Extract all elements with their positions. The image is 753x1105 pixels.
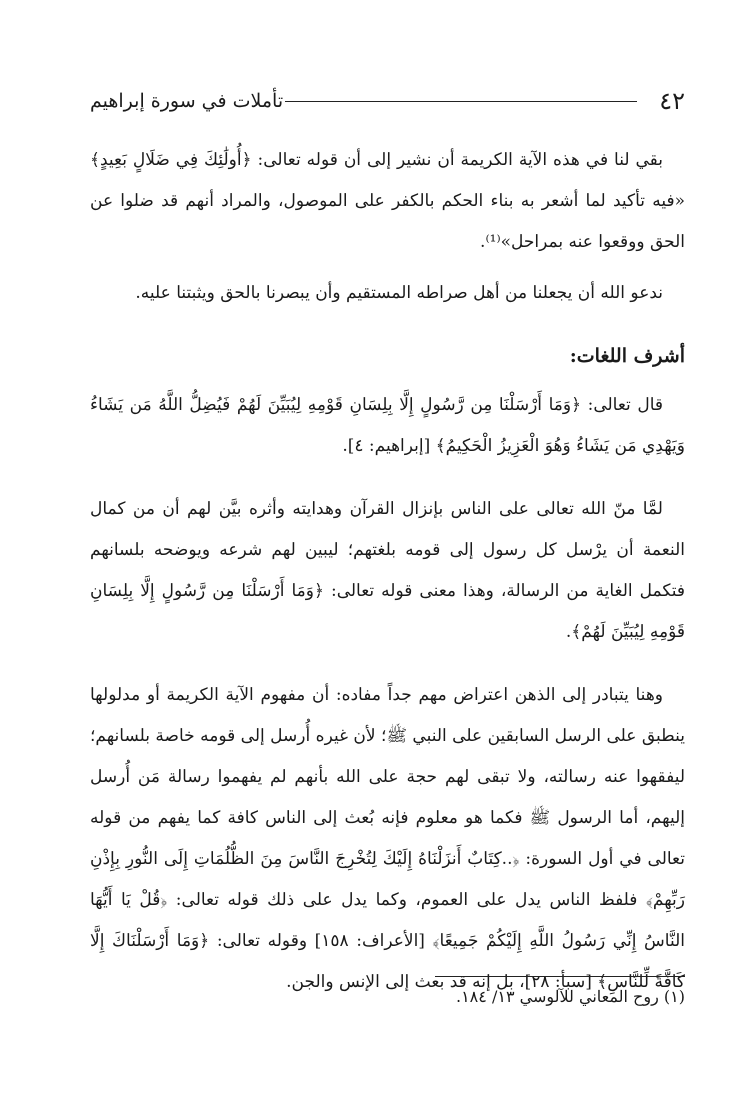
header-rule [285,101,637,102]
page-header [90,84,685,124]
footnote: (١) روح المعاني للآلوسي ١٣/ ١٨٤. [455,987,685,1006]
paragraph-4: لمَّا منّ الله تعالى على الناس بإنزال القرآن وهدايته وأثره بيَّن لهم أن من كمال النعمة أن يرْسل كل رسول إلى قومه بلغتهم؛ ليبين لهم شرعه ويوضحه بلسانهم فتكمل الغاية من الرسالة، وهذا معنى قوله تعالى: ﴿وَمَا أَرْسَلْنَا مِن رَّسُولٍ إِلَّا بِلِسَانِ قَوْمِهِ لِيُبَيِّنَ لَهُمْ﴾. [90,499,685,642]
paragraph-5: وهنا يتبادر إلى الذهن اعتراض مهم جداً مفاده: أن مفهوم الآية الكريمة أو مدلولها ينطبق على الرسل السابقين على النبي ﷺ؛ لأن غيره أُرسل إلى قومه خاصة بلسانهم؛ ليفقهوا عنه رسالته، ولا تبقى لهم حجة على الله بأنهم لم يفهموا رسالة مَن أُرسل إليهم، أما الرسول ﷺ فكما هو معلوم فإنه بُعث إلى الناس كافة كما يفهم من قوله تعالى في أول السورة: ﴿..كِتَابٌ أَنزَلْنَاهُ إِلَيْكَ لِتُخْرِجَ النَّاسَ مِنَ الظُّلُمَاتِ إِلَى النُّورِ بِإِذْنِ رَبِّهِمْ﴾ فلفظ الناس يدل على العموم، وكما يدل على ذلك قوله تعالى: ﴿قُلْ يَا أَيُّهَا النَّاسُ إِنِّي رَسُولُ اللَّهِ إِلَيْكُمْ جَمِيعًا﴾ [الأعراف: ١٥٨] وقوله تعالى: ﴿وَمَا أَرْسَلْنَاكَ إِلَّا كَافَّةً لِّلنَّاسِ﴾ [سبأ: ٢٨]، بل إنه قد بعث إلى الإنس والجن. [90,685,685,992]
section-heading: أشرف اللغات: [569,345,685,367]
paragraph-3: قال تعالى: ﴿وَمَا أَرْسَلْنَا مِن رَّسُولٍ إِلَّا بِلِسَانِ قَوْمِهِ لِيُبَيِّنَ لَهُمْ فَيُضِلُّ اللَّهُ مَن يَشَاءُ وَيَهْدِي مَن يَشَاءُ وَهُوَ الْعَزِيزُ الْحَكِيمُ﴾ [إبراهيم: ٤]. [90,395,685,456]
paragraph-2: ندعو الله أن يجعلنا من أهل صراطه المستقيم وأن يبصرنا بالحق ويثبتنا عليه. [135,283,663,303]
page-body [90,140,685,1013]
footnote-rule [435,976,685,977]
paragraph-1: بقي لنا في هذه الآية الكريمة أن نشير إلى أن قوله تعالى: ﴿أُولَٰئِكَ فِي ضَلَالٍ بَعِيدٍ﴾ «فيه تأكيد لما أشعر به بناء الحكم بالكفر على الموصول، والمراد أنهم قد ضلوا عن الحق ووقعوا عنه بمراحل»⁽¹⁾. [90,150,685,252]
running-title: تأملات في سورة إبراهيم [90,90,284,112]
page-number: ٤٢ [659,87,685,115]
